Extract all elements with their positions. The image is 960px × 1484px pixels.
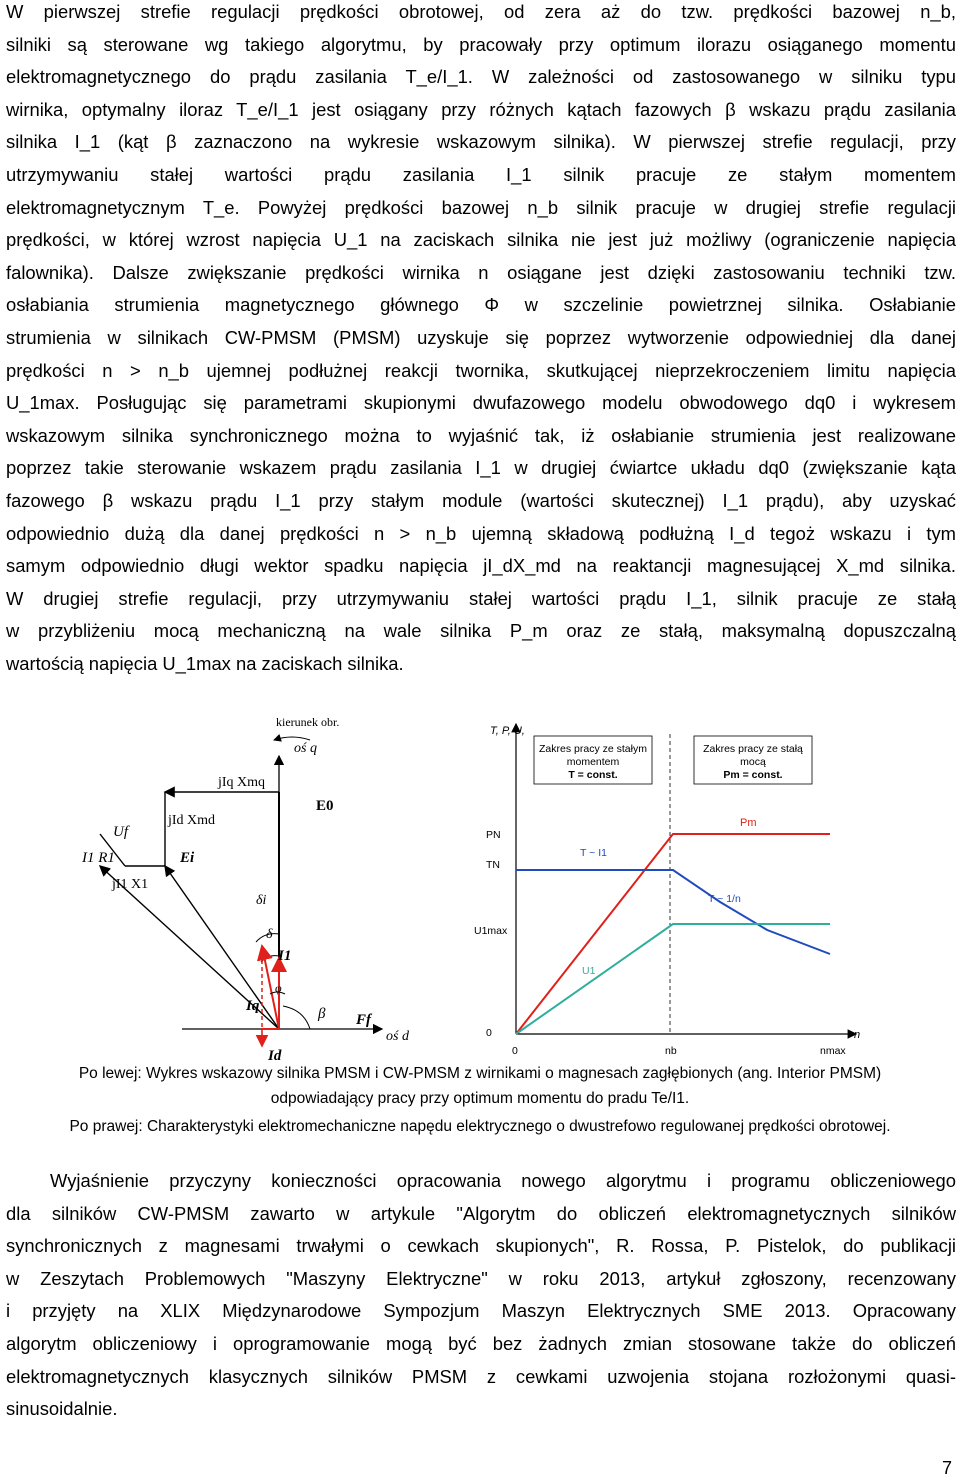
text-line: utrzymywaniu stałej wartości prądu zasilania I_1 silnik pracuje ze stałym momentem	[6, 163, 956, 185]
text-line: prędkości, w której wzrost napięcia U_1 na zaciskach silnika nie jest już możliwy (ograniczenie napięcia	[6, 229, 956, 251]
label-i1r1: I1 R1	[82, 850, 115, 866]
y-axis-label: T, P, U,	[490, 725, 525, 737]
paragraph-1	[6, 0, 956, 680]
text-line: w Zeszytach Problemowych "Maszyny Elektryczne" w roku 2013, artykuł zgłoszony, recenzowany	[6, 1267, 956, 1289]
text-line: poprzez takie sterowanie wskazem prądu zasilania I_1 w drugiej ćwiartce układu dq0 (zwiększanie kąta	[6, 457, 956, 479]
series-label-t-1n: T ~ 1/n	[708, 893, 741, 905]
text-line: i przyjęty na XLIX Międzynarodowe Sympozjum Maszyn Elektrycznych SME 2013. Opracowany	[6, 1300, 956, 1322]
text-line: W pierwszej strefie regulacji prędkości obrotowej, od zera aż do tzw. prędkości bazowej n_b,	[6, 1, 956, 22]
characteristics-chart	[470, 716, 870, 1062]
text-line: synchronicznych z magnesami trwałymi o cewkach skupionych", R. Rossa, P. Pistelok, do publikacji	[6, 1235, 956, 1257]
zone-1-line-3: T = const.	[568, 769, 618, 781]
text-line: Wyjaśnienie przyczyny konieczności opracowania nowego algorytmu i programu obliczeniowego	[50, 1170, 956, 1191]
text-line: elektromagnetycznym T_e. Powyżej prędkości bazowej n_b silnik pracuje w drugiej strefie regulacji	[6, 196, 956, 218]
zone-1-line-2: momentem	[566, 756, 620, 768]
series-label-t-i1: T ~ I1	[580, 847, 607, 859]
x-axis-label: n	[854, 1029, 861, 1041]
zone-2-line-3: Pm = const.	[723, 769, 783, 781]
tick-nb: nb	[665, 1045, 677, 1057]
caption-left-1: Po lewej: Wykres wskazowy silnika PMSM i CW-PMSM z wirnikami o magnesach zagłębionych (ang. Interior PMSM)	[78, 1065, 882, 1082]
tick-u1max: U1max	[474, 925, 508, 937]
text-line: samym odpowiednio długi wektor spadku napięcia jI_dX_md na reaktancji magnesującej X_md silnika.	[6, 555, 956, 577]
label-delta-i: δi	[256, 893, 267, 908]
text-line: falownika). Dalsze zwiększanie prędkości wirnika n osiągane jest dzięki zastosowaniu techniki tzw.	[6, 261, 956, 283]
label-d-axis: oś d	[386, 1029, 409, 1044]
tick-y0: 0	[486, 1027, 492, 1039]
phasor-diagram	[70, 706, 470, 1068]
series-torque-line	[516, 870, 830, 954]
page-number: 7	[941, 1458, 952, 1478]
zone-2-line-2: mocą	[740, 756, 766, 768]
label-direction: kierunek obr.	[276, 715, 340, 729]
label-q-axis: oś q	[294, 741, 317, 756]
zone-2-line-1: Zakres pracy ze stałą	[703, 743, 803, 755]
label-e0: E0	[316, 798, 334, 814]
beta-arc	[283, 1006, 310, 1029]
text-line: wskazowym silnika synchronicznego można to wyjaśnić tak, iż osłabianie strumienia jest realizowane	[6, 424, 956, 446]
text-line: silniki są sterowane wg takiego algorytmu, by pracowały przy optimum ilorazu osiąganego momentu	[6, 33, 956, 55]
rotation-arrow	[274, 737, 310, 740]
text-line: prędkości n > n_b ujemnej podłużnej reakcji twornika, skutkującej nieprzekroczeniem limitu napięcia	[6, 359, 956, 381]
text-line: odpowiednio dużą dla danej prędkości n > n_b ujemną składową podłużną I_d tegoż wskazu i tym	[6, 522, 956, 544]
label-phi: φ	[275, 981, 282, 995]
text-line: U_1max. Posługując się parametrami skupionymi dwufazowego modelu obwodowego dq0 i wykresem	[6, 392, 956, 414]
caption-right: Po prawej: Charakterystyki elektromechaniczne napędu elektrycznego o dwustrefowo regulowanej prędkości obrotowej.	[69, 1118, 891, 1135]
label-id: Id	[268, 1048, 282, 1064]
text-line: silnika I_1 (kąt β zaznaczono na wykresie wskazowym silnika). W pierwszej strefie regulacji, przy	[6, 131, 956, 153]
text-line: elektromagnetycznych klasycznych silników PMSM z cewkami uzwojenia stojana rozłożonymi quasi-	[6, 1365, 956, 1387]
text-line: wirnika, optymalny iloraz T_e/I_1 jest osiągany przy różnych kątach fazowych β wskazu prądu zasilania	[6, 98, 956, 120]
tick-tn: TN	[486, 859, 500, 871]
zone-1-line-1: Zakres pracy ze stałym	[539, 743, 647, 755]
label-uf: Uf	[113, 824, 128, 840]
label-jidxmd: jId Xmd	[168, 813, 216, 828]
text-line: w przybliżeniu mocą mechaniczną na wale silnika P_m oraz ze stałą, maksymalną dopuszczalną	[6, 620, 956, 642]
tick-x0: 0	[512, 1045, 518, 1057]
tick-nmax: nmax	[820, 1045, 846, 1057]
label-beta: β	[318, 1006, 326, 1022]
text-line: osłabiania strumienia magnetycznego głównego Φ w szczelinie powietrznej silnika. Osłabianie	[6, 294, 956, 316]
text-line: dla silników CW-PMSM zawarto w artykule "Algorytm do obliczeń elektromagnetycznych silników	[6, 1202, 956, 1224]
text-line: W drugiej strefie regulacji, przy utrzymywaniu stałej wartości prądu I_1, silnik pracuje ze stałą	[6, 587, 956, 609]
caption-left-2: odpowiadający pracy przy optimum momentu do pradu Te/I1.	[270, 1090, 690, 1107]
text-line: elektromagnetycznego do prądu zasilania T_e/I_1. W zależności od zastosowanego w silniku typu	[6, 66, 956, 88]
label-ff: Ff	[356, 1012, 371, 1028]
tick-pn: PN	[486, 829, 501, 841]
label-jiqxmq: jIq Xmq	[218, 775, 266, 790]
label-delta: δ	[266, 927, 273, 942]
label-i1: I1	[278, 948, 292, 964]
text-line: sinusoidalnie.	[6, 1398, 118, 1420]
series-label-pm: Pm	[740, 817, 757, 829]
label-iq: Iq	[246, 998, 260, 1014]
paragraph-2	[6, 1165, 956, 1426]
text-line: wartością napięcia U_1max na zaciskach silnika.	[6, 652, 404, 674]
series-label-u1: U1	[582, 965, 596, 977]
text-line: fazowego β wskazu prądu I_1 przy stałym module (wartości skutecznej) I_1 prądu), aby uzyskać	[6, 489, 956, 511]
series-pm-line	[516, 834, 830, 1034]
label-ji1x1: jI1 X1	[112, 877, 149, 892]
label-ei: Ei	[180, 850, 195, 866]
series-u1-line	[516, 924, 830, 1034]
text-line: algorytm obliczeniowy i oprogramowanie mogą być bez żadnych zmian stosowane także do obliczeń	[6, 1332, 956, 1354]
text-line: strumienia w silnikach CW-PMSM (PMSM) uzyskuje się poprzez wytworzenie odpowiedniej dla danej	[6, 326, 956, 348]
